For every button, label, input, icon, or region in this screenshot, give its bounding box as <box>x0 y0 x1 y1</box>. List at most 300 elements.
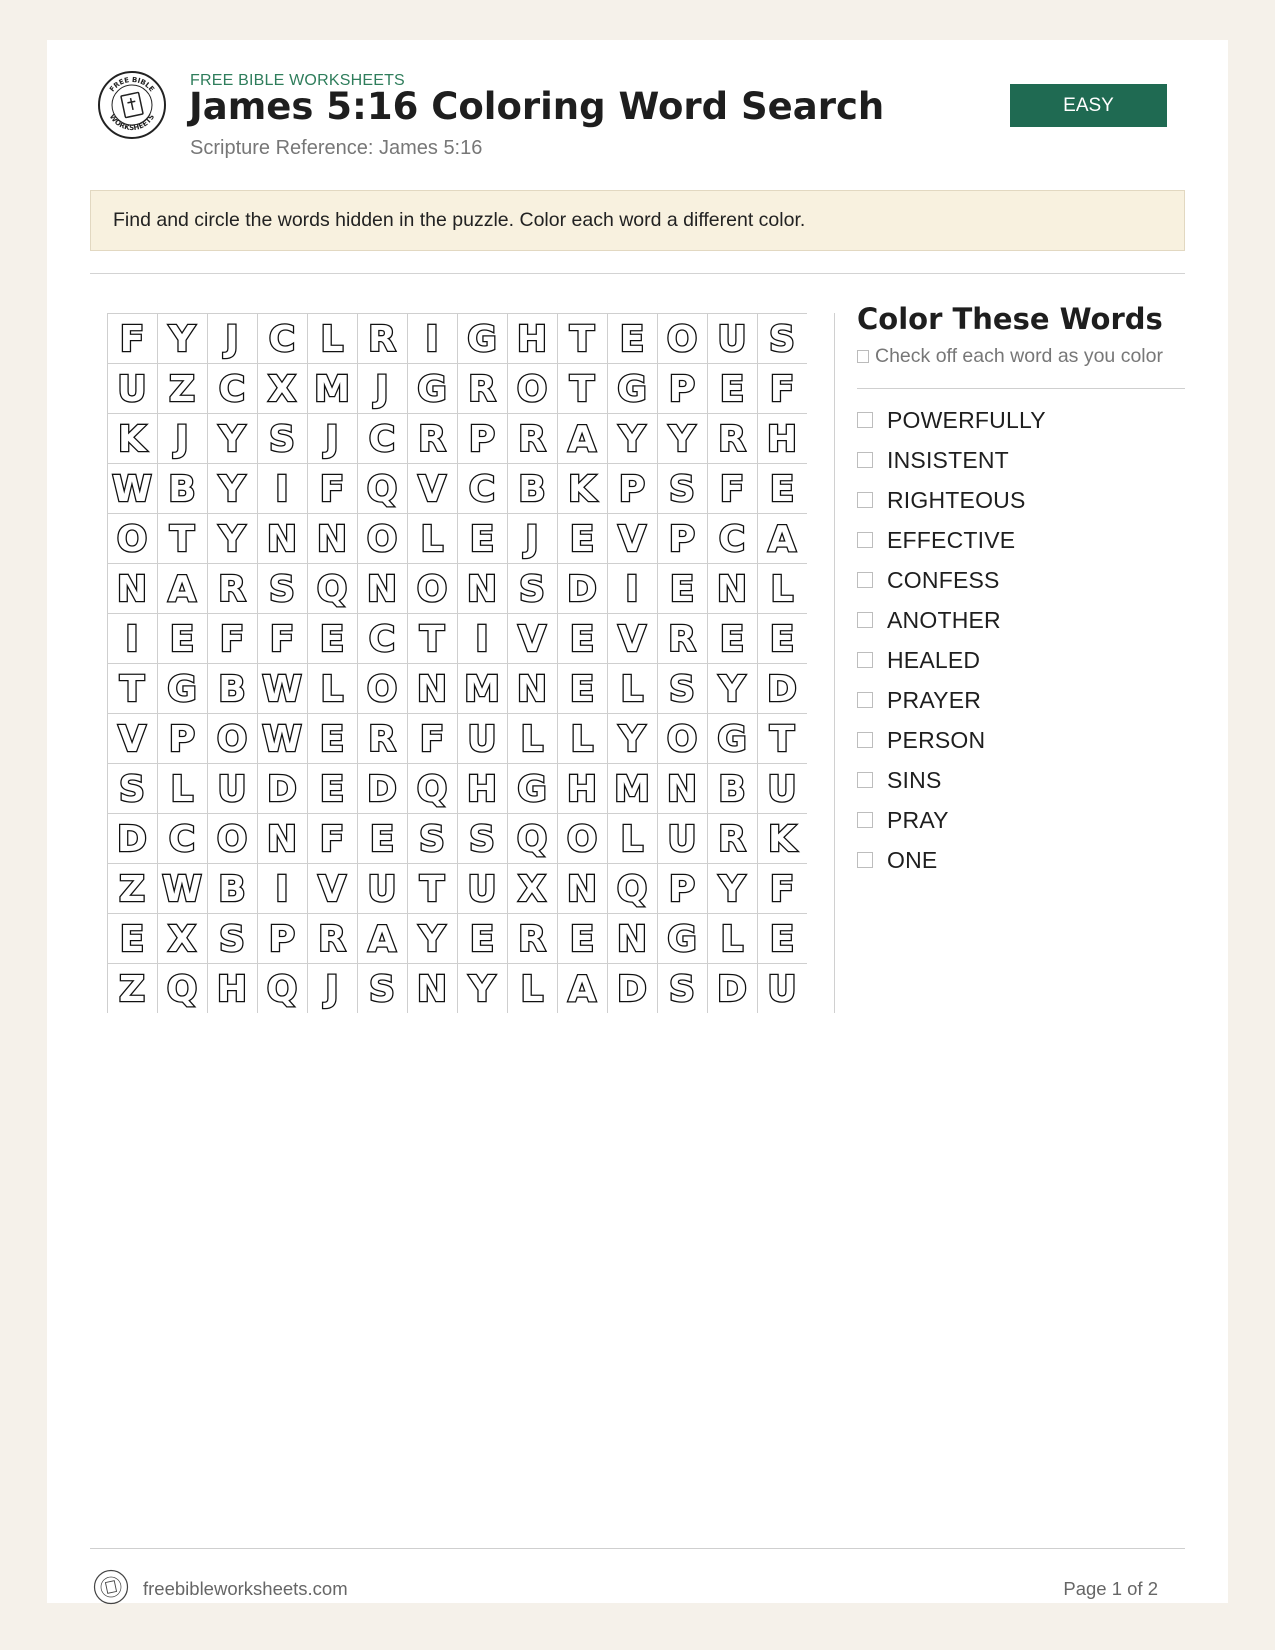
grid-cell[interactable] <box>258 314 308 364</box>
grid-cell[interactable] <box>458 364 508 414</box>
grid-cell[interactable] <box>758 614 808 664</box>
grid-cell[interactable] <box>608 864 658 914</box>
grid-cell[interactable] <box>658 764 708 814</box>
grid-cell[interactable] <box>358 414 408 464</box>
grid-cell[interactable] <box>458 814 508 864</box>
grid-cell[interactable] <box>208 714 258 764</box>
grid-cell[interactable] <box>258 964 308 1014</box>
grid-cell[interactable] <box>508 664 558 714</box>
footer-logo-icon <box>93 1569 129 1605</box>
grid-cell[interactable] <box>608 564 658 614</box>
grid-cell[interactable] <box>158 314 208 364</box>
word-item[interactable] <box>857 560 1046 600</box>
grid-letter: E <box>769 919 795 960</box>
grid-cell[interactable] <box>208 864 258 914</box>
grid-cell[interactable] <box>508 914 558 964</box>
grid-cell[interactable] <box>408 814 458 864</box>
grid-cell[interactable] <box>308 314 358 364</box>
grid-cell[interactable] <box>158 514 208 564</box>
grid-cell[interactable] <box>708 514 758 564</box>
grid-cell[interactable] <box>158 714 208 764</box>
grid-letter: S <box>669 669 695 710</box>
grid-letter: L <box>720 919 744 960</box>
grid-letter: E <box>719 369 745 410</box>
grid-cell[interactable] <box>358 514 408 564</box>
grid-cell[interactable] <box>508 564 558 614</box>
grid-letter: L <box>320 669 344 710</box>
grid-cell[interactable] <box>608 814 658 864</box>
grid-cell[interactable] <box>658 614 708 664</box>
grid-cell[interactable] <box>558 314 608 364</box>
grid-letter: G <box>517 769 547 810</box>
grid-letter: E <box>119 919 145 960</box>
grid-cell[interactable] <box>308 564 358 614</box>
grid-cell[interactable] <box>608 614 658 664</box>
grid-cell[interactable] <box>708 364 758 414</box>
grid-cell[interactable] <box>458 914 508 964</box>
grid-letter: E <box>319 769 345 810</box>
grid-letter: G <box>667 919 697 960</box>
grid-cell[interactable] <box>708 914 758 964</box>
grid-cell[interactable] <box>658 514 708 564</box>
word-item[interactable] <box>857 640 1046 680</box>
grid-cell[interactable] <box>408 464 458 514</box>
grid-cell[interactable] <box>208 764 258 814</box>
grid-cell[interactable] <box>108 714 158 764</box>
word-item[interactable] <box>857 600 1046 640</box>
word-item[interactable] <box>857 840 1046 880</box>
grid-cell[interactable] <box>508 714 558 764</box>
grid-cell[interactable] <box>758 764 808 814</box>
grid-cell[interactable] <box>708 664 758 714</box>
grid-cell[interactable] <box>658 864 708 914</box>
divider <box>90 273 1185 274</box>
grid-letter: Z <box>168 369 196 410</box>
grid-letter: Q <box>366 469 398 510</box>
grid-letter: Y <box>218 519 246 560</box>
grid-letter: O <box>366 669 398 710</box>
grid-cell[interactable] <box>658 564 708 614</box>
grid-cell[interactable] <box>408 764 458 814</box>
grid-cell[interactable] <box>108 364 158 414</box>
grid-cell[interactable] <box>208 814 258 864</box>
grid-cell[interactable] <box>458 614 508 664</box>
grid-letter: H <box>216 969 248 1010</box>
grid-cell[interactable] <box>258 564 308 614</box>
grid-cell[interactable] <box>258 914 308 964</box>
grid-cell[interactable] <box>208 664 258 714</box>
grid-cell[interactable] <box>458 564 508 614</box>
grid-letter: N <box>416 669 448 710</box>
grid-cell[interactable] <box>258 464 308 514</box>
grid-letter: F <box>419 719 445 760</box>
grid-cell[interactable] <box>408 564 458 614</box>
grid-cell[interactable] <box>108 664 158 714</box>
grid-letter: P <box>668 869 696 910</box>
grid-cell[interactable] <box>658 714 708 764</box>
grid-cell[interactable] <box>208 914 258 964</box>
grid-cell[interactable] <box>508 414 558 464</box>
grid-cell[interactable] <box>558 564 608 614</box>
grid-letter: D <box>717 969 747 1010</box>
grid-letter: N <box>516 669 548 710</box>
checkbox-icon[interactable] <box>857 812 873 828</box>
word-item[interactable] <box>857 800 1046 840</box>
grid-letter: D <box>617 969 647 1010</box>
grid-letter: V <box>418 469 446 510</box>
grid-cell[interactable] <box>258 814 308 864</box>
grid-cell[interactable] <box>758 714 808 764</box>
grid-letter: P <box>668 369 696 410</box>
grid-cell[interactable] <box>308 414 358 464</box>
grid-cell[interactable] <box>408 864 458 914</box>
checkbox-icon[interactable] <box>857 492 873 508</box>
grid-cell[interactable] <box>708 814 758 864</box>
grid-cell[interactable] <box>408 414 458 464</box>
grid-cell[interactable] <box>408 614 458 664</box>
checkbox-icon[interactable] <box>857 692 873 708</box>
grid-letter: V <box>518 619 546 660</box>
grid-cell[interactable] <box>358 864 408 914</box>
grid-cell[interactable] <box>208 464 258 514</box>
grid-cell[interactable] <box>108 314 158 364</box>
grid-letter: G <box>467 319 497 360</box>
grid-cell[interactable] <box>108 914 158 964</box>
checkbox-icon[interactable] <box>857 452 873 468</box>
grid-letter: C <box>718 519 746 560</box>
grid-cell[interactable] <box>508 764 558 814</box>
grid-cell[interactable] <box>158 764 208 814</box>
grid-cell[interactable] <box>158 564 208 614</box>
grid-cell[interactable] <box>458 764 508 814</box>
grid-letter: F <box>719 469 745 510</box>
grid-letter: U <box>467 719 497 760</box>
grid-letter: R <box>468 369 496 410</box>
grid-letter: F <box>269 619 295 660</box>
grid-cell[interactable] <box>608 914 658 964</box>
grid-cell[interactable] <box>558 464 608 514</box>
grid-cell[interactable] <box>208 414 258 464</box>
grid-cell[interactable] <box>558 614 608 664</box>
grid-cell[interactable] <box>658 414 708 464</box>
grid-cell[interactable] <box>308 464 358 514</box>
grid-letter: U <box>217 769 247 810</box>
grid-cell[interactable] <box>608 414 658 464</box>
grid-cell[interactable] <box>758 664 808 714</box>
grid-letter: S <box>469 819 495 860</box>
grid-cell[interactable] <box>758 914 808 964</box>
grid-letter: N <box>266 819 298 860</box>
grid-cell[interactable] <box>408 914 458 964</box>
grid-cell[interactable] <box>658 364 708 414</box>
grid-letter: U <box>117 369 147 410</box>
grid-letter: H <box>516 319 548 360</box>
grid-cell[interactable] <box>608 714 658 764</box>
grid-letter: B <box>218 869 246 910</box>
grid-letter: O <box>666 319 698 360</box>
checkbox-icon[interactable] <box>857 652 873 668</box>
grid-letter: R <box>368 719 396 760</box>
grid-cell[interactable] <box>308 864 358 914</box>
grid-cell[interactable] <box>708 464 758 514</box>
grid-cell[interactable] <box>408 664 458 714</box>
grid-cell[interactable] <box>308 364 358 414</box>
word-search-grid <box>107 313 807 1013</box>
grid-letter: T <box>169 519 195 560</box>
grid-cell[interactable] <box>508 814 558 864</box>
grid-cell[interactable] <box>608 364 658 414</box>
grid-cell[interactable] <box>258 414 308 464</box>
difficulty-badge: EASY <box>1010 84 1167 127</box>
grid-cell[interactable] <box>658 814 708 864</box>
grid-cell[interactable] <box>158 864 208 914</box>
footer-divider <box>90 1548 1185 1549</box>
grid-cell[interactable] <box>158 814 208 864</box>
grid-cell[interactable] <box>358 614 408 664</box>
grid-cell[interactable] <box>108 864 158 914</box>
word-list-subtitle <box>857 345 1163 368</box>
grid-cell[interactable] <box>358 464 408 514</box>
grid-letter: Y <box>718 669 746 710</box>
grid-cell[interactable] <box>558 514 608 564</box>
grid-cell[interactable] <box>158 414 208 464</box>
word-item[interactable] <box>857 680 1046 720</box>
grid-cell[interactable] <box>708 314 758 364</box>
grid-cell[interactable] <box>358 314 408 364</box>
word-label: PRAY <box>887 806 949 833</box>
grid-cell[interactable] <box>158 364 208 414</box>
grid-cell[interactable] <box>708 964 758 1014</box>
grid-cell[interactable] <box>258 714 308 764</box>
grid-letter: L <box>320 319 344 360</box>
word-item[interactable] <box>857 440 1046 480</box>
grid-cell[interactable] <box>558 864 608 914</box>
grid-cell[interactable] <box>358 964 408 1014</box>
grid-cell[interactable] <box>558 814 608 864</box>
grid-cell[interactable] <box>508 864 558 914</box>
grid-letter: A <box>568 969 596 1010</box>
grid-letter: E <box>719 619 745 660</box>
grid-cell[interactable] <box>108 564 158 614</box>
grid-cell[interactable] <box>308 714 358 764</box>
grid-letter: S <box>369 969 395 1010</box>
grid-cell[interactable] <box>308 914 358 964</box>
grid-cell[interactable] <box>608 514 658 564</box>
grid-cell[interactable] <box>408 964 458 1014</box>
grid-cell[interactable] <box>408 314 458 364</box>
grid-cell[interactable] <box>608 764 658 814</box>
grid-cell[interactable] <box>408 514 458 564</box>
footer-site-link[interactable]: freebibleworksheets.com <box>143 1578 348 1599</box>
checkbox-icon[interactable] <box>857 772 873 788</box>
grid-cell[interactable] <box>258 614 308 664</box>
grid-cell[interactable] <box>458 664 508 714</box>
grid-letter: E <box>769 619 795 660</box>
grid-cell[interactable] <box>208 614 258 664</box>
grid-cell[interactable] <box>258 364 308 414</box>
grid-letter: N <box>266 519 298 560</box>
grid-letter: Q <box>616 869 648 910</box>
grid-cell[interactable] <box>458 864 508 914</box>
grid-cell[interactable] <box>508 364 558 414</box>
grid-cell[interactable] <box>408 364 458 414</box>
grid-cell[interactable] <box>758 814 808 864</box>
grid-cell[interactable] <box>358 814 408 864</box>
grid-cell[interactable] <box>308 764 358 814</box>
grid-cell[interactable] <box>308 964 358 1014</box>
grid-cell[interactable] <box>158 914 208 964</box>
grid-cell[interactable] <box>458 414 508 464</box>
grid-cell[interactable] <box>758 414 808 464</box>
grid-letter: M <box>314 369 350 410</box>
grid-cell[interactable] <box>158 664 208 714</box>
grid-letter: R <box>368 319 396 360</box>
checkbox-icon[interactable] <box>857 732 873 748</box>
grid-cell[interactable] <box>758 864 808 914</box>
grid-cell[interactable] <box>308 614 358 664</box>
grid-cell[interactable] <box>708 864 758 914</box>
grid-cell[interactable] <box>358 664 408 714</box>
checkbox-icon[interactable] <box>857 612 873 628</box>
grid-cell[interactable] <box>758 514 808 564</box>
grid-cell[interactable] <box>708 764 758 814</box>
grid-cell[interactable] <box>758 364 808 414</box>
grid-cell[interactable] <box>708 414 758 464</box>
grid-cell[interactable] <box>158 614 208 664</box>
grid-letter: O <box>216 719 248 760</box>
grid-cell[interactable] <box>608 964 658 1014</box>
grid-letter: S <box>419 819 445 860</box>
grid-cell[interactable] <box>108 964 158 1014</box>
grid-cell[interactable] <box>258 764 308 814</box>
grid-letter: Z <box>118 869 146 910</box>
grid-cell[interactable] <box>758 314 808 364</box>
grid-cell[interactable] <box>108 514 158 564</box>
grid-cell[interactable] <box>108 414 158 464</box>
grid-letter: L <box>620 669 644 710</box>
grid-letter: T <box>119 669 145 710</box>
grid-letter: B <box>218 669 246 710</box>
grid-cell[interactable] <box>758 464 808 514</box>
grid-cell[interactable] <box>558 714 608 764</box>
grid-cell[interactable] <box>358 364 408 414</box>
grid-cell[interactable] <box>708 614 758 664</box>
grid-cell[interactable] <box>108 814 158 864</box>
grid-letter: L <box>770 569 794 610</box>
grid-cell[interactable] <box>108 464 158 514</box>
grid-cell[interactable] <box>458 714 508 764</box>
grid-cell[interactable] <box>558 964 608 1014</box>
grid-cell[interactable] <box>308 664 358 714</box>
grid-cell[interactable] <box>258 864 308 914</box>
checkbox-icon[interactable] <box>857 532 873 548</box>
grid-letter: E <box>469 919 495 960</box>
grid-cell[interactable] <box>358 914 408 964</box>
grid-cell[interactable] <box>658 964 708 1014</box>
grid-letter: X <box>268 369 296 410</box>
checkbox-icon[interactable] <box>857 852 873 868</box>
grid-cell[interactable] <box>208 564 258 614</box>
grid-cell[interactable] <box>508 964 558 1014</box>
grid-cell[interactable] <box>608 464 658 514</box>
grid-cell[interactable] <box>158 964 208 1014</box>
grid-letter: O <box>516 369 548 410</box>
word-item[interactable] <box>857 720 1046 760</box>
grid-cell[interactable] <box>308 814 358 864</box>
grid-cell[interactable] <box>358 764 408 814</box>
grid-cell[interactable] <box>608 664 658 714</box>
grid-cell[interactable] <box>208 964 258 1014</box>
grid-cell[interactable] <box>458 464 508 514</box>
grid-cell[interactable] <box>508 314 558 364</box>
checkbox-icon[interactable] <box>857 572 873 588</box>
grid-letter: R <box>518 419 546 460</box>
word-item[interactable] <box>857 760 1046 800</box>
grid-letter: V <box>618 519 646 560</box>
grid-letter: E <box>369 819 395 860</box>
grid-cell[interactable] <box>658 914 708 964</box>
grid-cell[interactable] <box>158 464 208 514</box>
word-item[interactable] <box>857 520 1046 560</box>
checkbox-icon[interactable] <box>857 412 873 428</box>
grid-cell[interactable] <box>458 314 508 364</box>
grid-cell[interactable] <box>458 964 508 1014</box>
grid-letter: Y <box>468 969 496 1010</box>
grid-letter: F <box>119 319 145 360</box>
grid-cell[interactable] <box>208 314 258 364</box>
grid-cell[interactable] <box>408 714 458 764</box>
grid-cell[interactable] <box>758 964 808 1014</box>
grid-cell[interactable] <box>208 514 258 564</box>
grid-letter: S <box>519 569 545 610</box>
word-item[interactable] <box>857 400 1046 440</box>
grid-cell[interactable] <box>508 464 558 514</box>
grid-cell[interactable] <box>508 514 558 564</box>
grid-cell[interactable] <box>108 764 158 814</box>
grid-cell[interactable] <box>258 514 308 564</box>
grid-cell[interactable] <box>108 614 158 664</box>
word-label: HEALED <box>887 646 981 673</box>
word-item[interactable] <box>857 480 1046 520</box>
grid-cell[interactable] <box>608 314 658 364</box>
grid-cell[interactable] <box>358 714 408 764</box>
grid-cell[interactable] <box>558 414 608 464</box>
grid-letter: K <box>118 419 146 460</box>
grid-cell[interactable] <box>558 764 608 814</box>
grid-cell[interactable] <box>358 564 408 614</box>
grid-letter: H <box>466 769 498 810</box>
grid-letter: U <box>467 869 497 910</box>
grid-cell[interactable] <box>708 714 758 764</box>
grid-cell[interactable] <box>558 664 608 714</box>
grid-cell[interactable] <box>208 364 258 414</box>
grid-letter: U <box>367 869 397 910</box>
grid-cell[interactable] <box>258 664 308 714</box>
grid-cell[interactable] <box>758 564 808 614</box>
grid-cell[interactable] <box>558 914 608 964</box>
grid-letter: A <box>168 569 196 610</box>
grid-cell[interactable] <box>558 364 608 414</box>
grid-cell[interactable] <box>658 314 708 364</box>
grid-cell[interactable] <box>708 564 758 614</box>
grid-cell[interactable] <box>658 664 708 714</box>
grid-cell[interactable] <box>308 514 358 564</box>
grid-cell[interactable] <box>458 514 508 564</box>
grid-cell[interactable] <box>508 614 558 664</box>
grid-cell[interactable] <box>658 464 708 514</box>
grid-letter: O <box>566 819 598 860</box>
grid-letter: P <box>618 469 646 510</box>
